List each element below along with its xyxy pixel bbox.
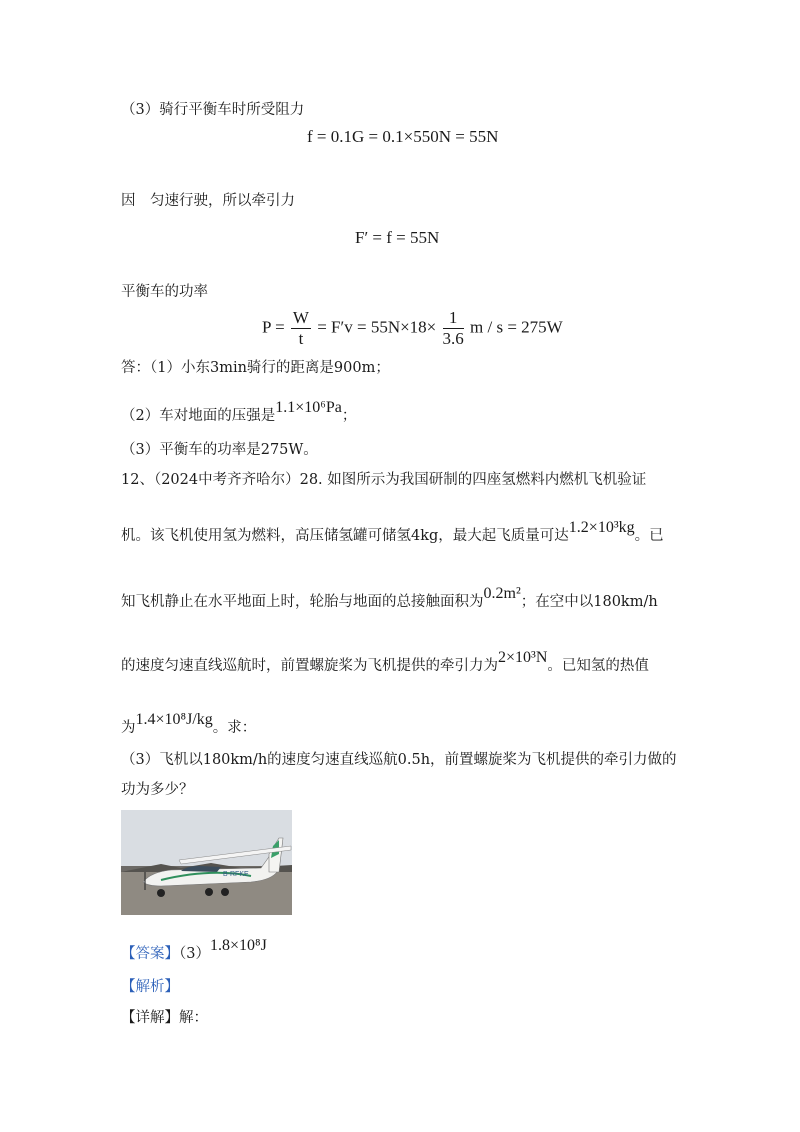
airplane-photo	[121, 810, 292, 915]
question-12-line5: 为1.4×10⁸J/kg。求：	[121, 711, 257, 736]
question-12-line3: 知飞机静止在水平地面上时，轮胎与地面的总接触面积为0.2m²；在空中以180km/h	[121, 585, 658, 610]
traction-formula: F′ = f = 55N	[355, 228, 440, 247]
power-text: 平衡车的功率	[121, 284, 208, 300]
answer-label: 【答案】	[121, 946, 179, 962]
svg-text:B-RFKE: B-RFKE	[223, 871, 249, 878]
answer-1: 答：（1）小东3min骑行的距离是900m；	[121, 360, 390, 376]
answer-line: 【答案】（3）1.8×10⁸J	[121, 937, 267, 962]
resistance-formula: f = 0.1G = 0.1×550N = 55N	[307, 127, 499, 146]
airplane-illustration	[121, 810, 292, 915]
traction-text: 因 匀速行驶，所以牵引力	[121, 193, 295, 209]
question-12-line4: 的速度匀速直线巡航时，前置螺旋桨为飞机提供的牵引力为2×10³N。已知氢的热值	[121, 649, 649, 674]
detail-label: 【详解】解：	[121, 1010, 208, 1026]
solution-step3-text: （3）骑行平衡车时所受阻力	[121, 102, 305, 118]
question-12-line2: 机。该飞机使用氢为燃料，高压储氢罐可储氢4kg，最大起飞质量可达1.2×10³kg。已	[121, 519, 664, 544]
question-12-line1: 12、（2024中考齐齐哈尔）28. 如图所示为我国研制的四座氢燃料内燃机飞机验证	[121, 472, 647, 488]
answer-2: （2）车对地面的压强是1.1×10⁶Pa；	[121, 399, 357, 424]
answer-value: 1.8×10⁸J	[209, 937, 267, 954]
analysis-label: 【解析】	[121, 979, 179, 995]
answer-3: （3）平衡车的功率是275W。	[121, 442, 318, 458]
question-12-part3: （3）飞机以180km/h的速度匀速直线巡航0.5h，前置螺旋桨为飞机提供的牵引力做的	[121, 752, 677, 768]
question-12-part3-cont: 功为多少？	[121, 782, 194, 798]
power-formula: P = $\frac{W}{t}$ = F′v = 55N×18× $\frac{1}{3.6}$ m / s = 275W	[262, 308, 563, 348]
